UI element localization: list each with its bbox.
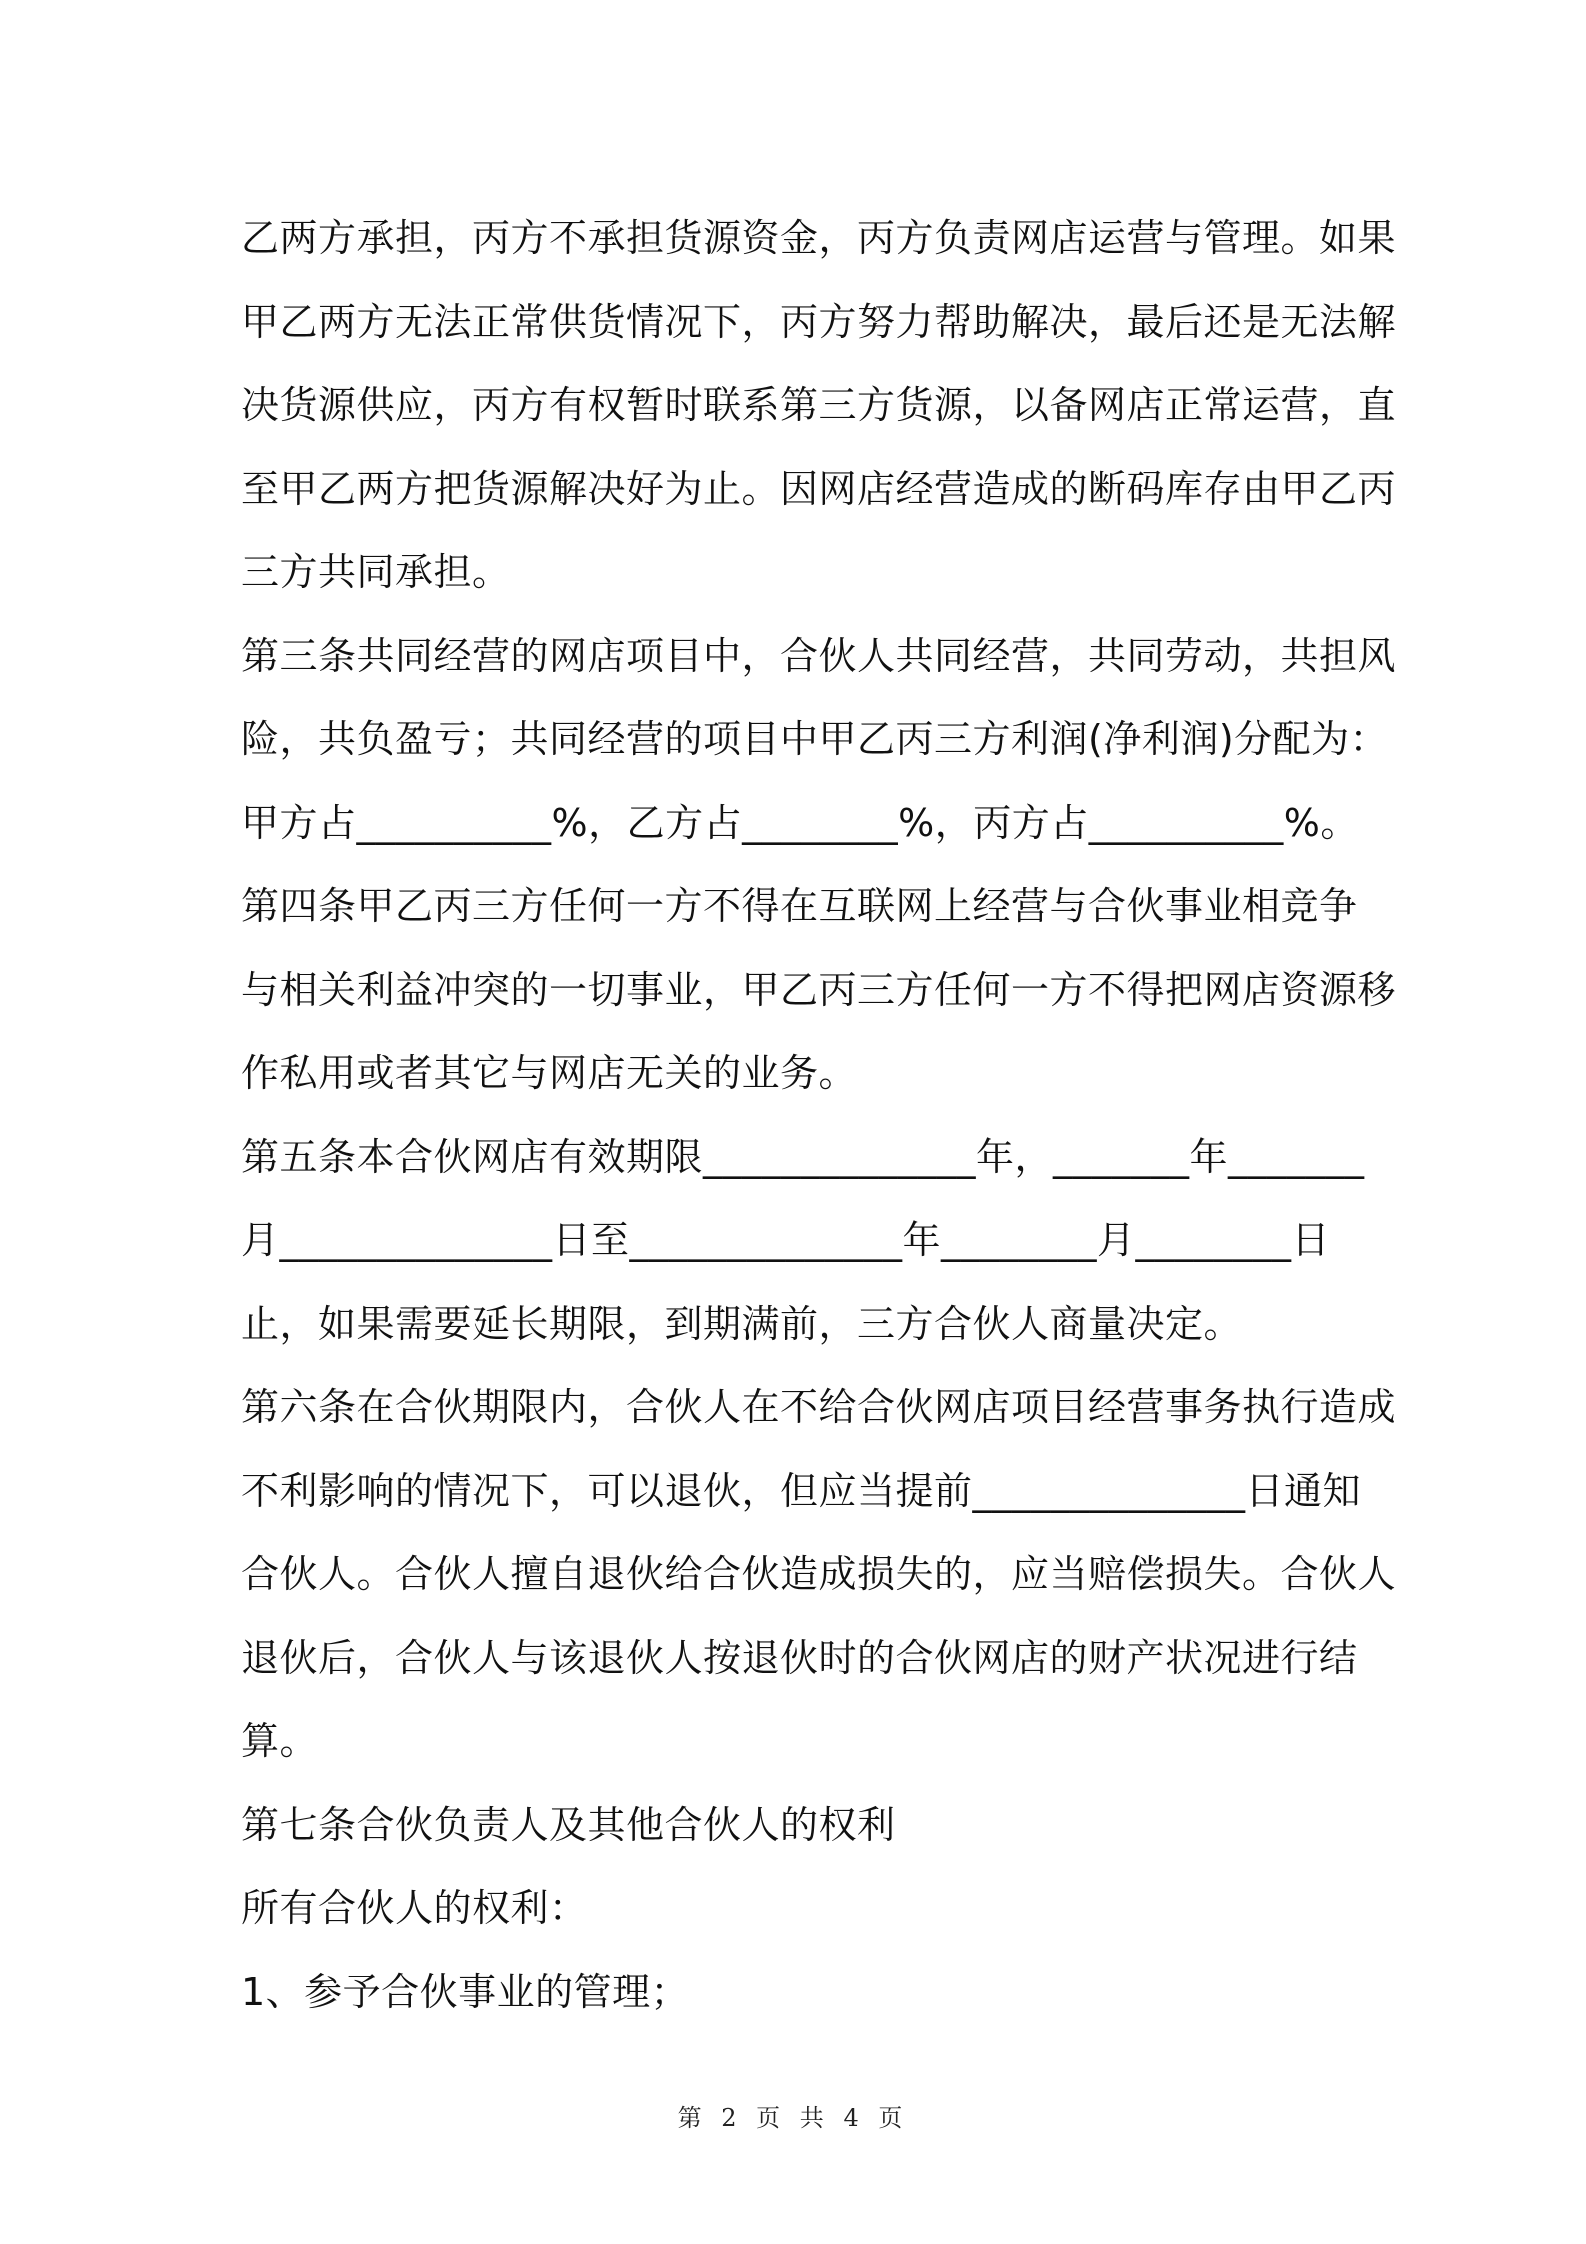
article-6-line: 第六条在合伙期限内，合伙人在不给合伙网店项目经营事务执行造成 <box>241 1385 1397 1429</box>
text-line: 至甲乙两方把货源解决好为止。因网店经营造成的断码库存由甲乙丙 <box>241 466 1397 511</box>
profit-share-fill-in-line: 甲方占__________%，乙方占________%，丙方占__________%。 <box>241 800 1359 845</box>
text-line: 算。 <box>241 1719 319 1763</box>
text-line: 乙两方承担，丙方不承担货源资金，丙方负责网店运营与管理。如果 <box>241 216 1397 260</box>
article-4-line: 第四条甲乙丙三方任何一方不得在互联网上经营与合伙事业相竞争 <box>241 884 1358 928</box>
article-5-line: 第五条本合伙网店有效期限______________年，_______年_______ <box>241 1134 1365 1179</box>
article-7-heading: 第七条合伙负责人及其他合伙人的权利 <box>241 1802 896 1847</box>
text-line: 作私用或者其它与网店无关的业务。 <box>241 1051 858 1095</box>
text-line: 决货源供应，丙方有权暂时联系第三方货源，以备网店正常运营，直 <box>241 383 1397 427</box>
text-line: 合伙人。合伙人擅自退伙给合伙造成损失的，应当赔偿损失。合伙人 <box>241 1552 1397 1596</box>
text-line: 所有合伙人的权利： <box>241 1886 588 1930</box>
text-line: 止，如果需要延长期限，到期满前，三方合伙人商量决定。 <box>241 1301 1243 1346</box>
text-line: 甲乙两方无法正常供货情况下，丙方努力帮助解决，最后还是无法解 <box>241 299 1397 344</box>
text-line: 险，共负盈亏；共同经营的项目中甲乙丙三方利润(净利润)分配为： <box>241 717 1389 761</box>
article-3-line: 第三条共同经营的网店项目中，合伙人共同经营，共同劳动，共担风 <box>241 633 1397 678</box>
text-line: 三方共同承担。 <box>241 550 511 594</box>
date-fill-in-line: 月______________日至______________年________月________日 <box>241 1218 1331 1262</box>
text-line: 退伙后，合伙人与该退伙人按退伙时的合伙网店的财产状况进行结 <box>241 1635 1358 1680</box>
page-number-footer: 第 2 页 共 4 页 <box>677 2104 909 2132</box>
list-item: 1、参予合伙事业的管理； <box>241 1969 690 2014</box>
text-line: 不利影响的情况下，可以退伙，但应当提前______________日通知 <box>241 1468 1362 1513</box>
text-line: 与相关利益冲突的一切事业，甲乙丙三方任何一方不得把网店资源移 <box>241 967 1397 1012</box>
contract-body <box>241 197 1397 2034</box>
